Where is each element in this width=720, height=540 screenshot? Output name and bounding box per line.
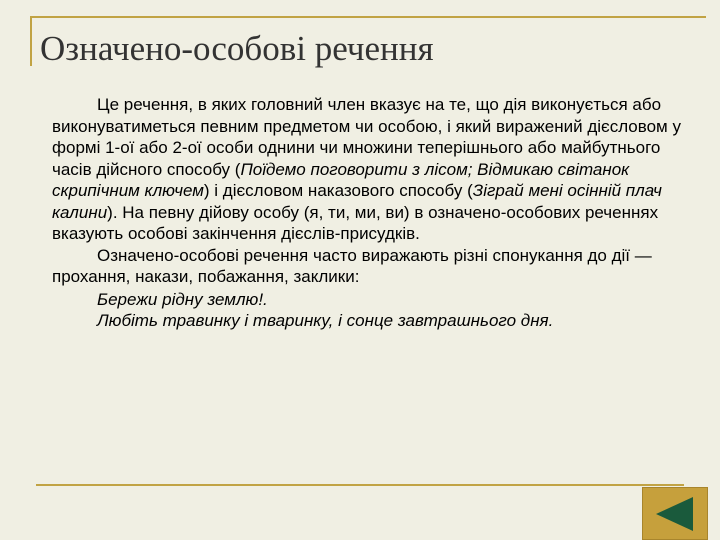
- left-divider: [30, 16, 32, 66]
- slide-body: [52, 94, 692, 332]
- definition-text-3: ). На певну дійову особу (я, ти, ми, ви) в означено-особових реченнях вказують особові закінчення дієслів-присудків.: [52, 202, 659, 243]
- example-inline-2: Зіграй мені осінній плач калини: [52, 181, 662, 222]
- top-divider: [30, 16, 706, 18]
- example-sentence: Бережи рідну землю!.: [97, 289, 268, 309]
- definition-text-1: Це речення, в яких головний член вказує на те, що дія виконується або виконуватиметься певним предметом чи особою, і який виражений дієсловом у формі 1-ої або 2-ої особи однини чи множини теперішнього або майбутнього часів дійсного способу (: [52, 95, 681, 179]
- slide-title: Означено-особові речення: [40, 29, 434, 68]
- bottom-divider: [36, 484, 684, 486]
- example-inline-1: Поїдемо поговорити з лісом; Відмикаю світанок скрипічним ключем: [52, 159, 630, 200]
- triangle-left-icon: [652, 494, 698, 534]
- back-button[interactable]: [642, 487, 708, 540]
- definition-paragraph: [52, 94, 692, 245]
- examples-list: [52, 289, 692, 332]
- usage-paragraph: Означено-особові речення часто виражають різні спонукання до дії — прохання, накази, побажання, заклики:: [52, 245, 652, 286]
- definition-text-2: ) і дієсловом наказового способу (: [203, 181, 473, 200]
- example-sentence: Любіть травинку і тваринку, і сонце завтрашнього дня.: [97, 311, 554, 330]
